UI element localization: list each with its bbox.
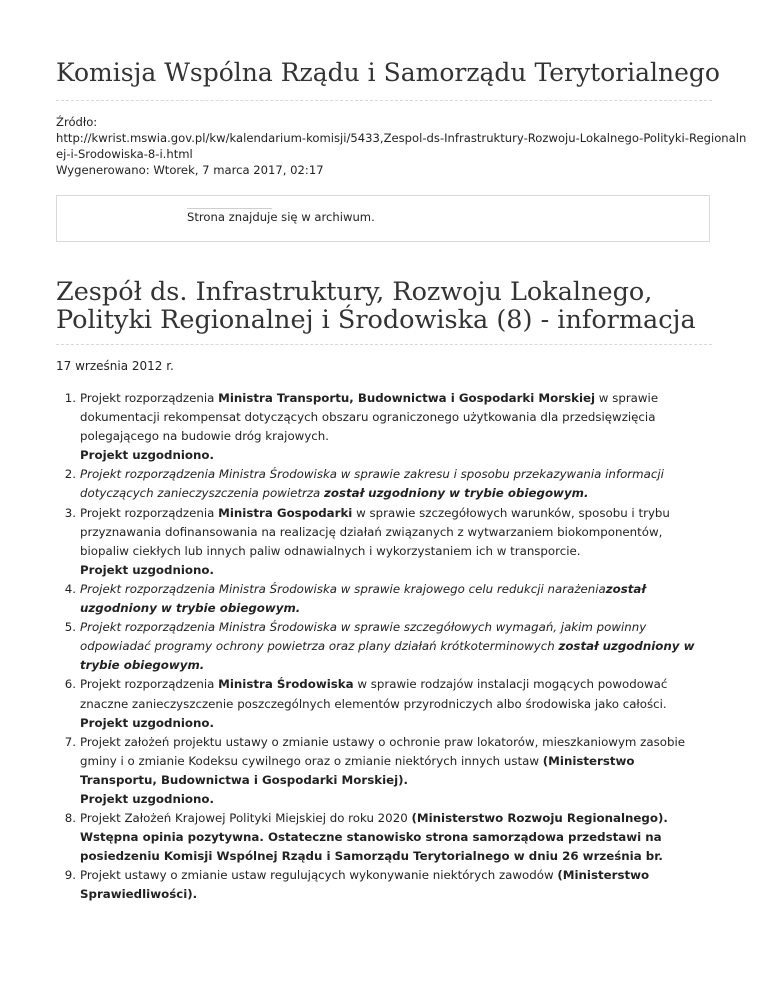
agenda-text: został uzgodniony w trybie obiegowym.	[324, 486, 589, 501]
archive-notice-box	[56, 195, 710, 242]
agenda-text: w sprawie	[595, 391, 659, 405]
generated-date: Wygenerowano: Wtorek, 7 marca 2017, 02:17	[56, 163, 324, 177]
page-title	[56, 278, 736, 334]
agenda-text: (Ministerstwo	[542, 753, 635, 768]
source-url-line-2: ej-i-Srodowiska-8-i.html	[56, 147, 193, 161]
agenda-text: Ministra Transportu, Budownictwa i Gospodarki Morskiej	[218, 391, 596, 405]
agenda-item-line	[80, 580, 740, 599]
agenda-item	[80, 465, 740, 503]
agenda-text: (Ministerstwo Rozwoju Regionalnego).	[411, 811, 668, 826]
title-divider	[56, 344, 712, 345]
meeting-date: 17 września 2012 r.	[56, 359, 174, 373]
agenda-list	[56, 389, 740, 905]
agenda-text: znaczne zanieczyszczenie poszczególnych elementów przyrodniczych albo środowiska jako całości.	[80, 696, 667, 711]
agenda-item	[80, 675, 740, 732]
agenda-item-line	[80, 885, 740, 904]
agenda-text: Projekt rozporządzenia Ministra Środowiska w sprawie szczegółowych wymagań, jakim powinny	[80, 620, 647, 635]
agenda-item	[80, 580, 740, 618]
agenda-item	[80, 389, 740, 465]
agenda-text: Projekt uzgodniono.	[80, 791, 214, 806]
agenda-item-line	[80, 465, 740, 484]
agenda-item-line	[80, 408, 740, 427]
agenda-item-line	[80, 771, 740, 790]
agenda-text: został	[605, 581, 646, 596]
agenda-text: Projekt uzgodniono.	[80, 448, 214, 463]
agenda-item-line	[80, 561, 740, 580]
agenda-item-line	[80, 504, 740, 523]
agenda-text: uzgodniony w trybie obiegowym.	[80, 601, 301, 616]
agenda-item-line	[80, 618, 740, 637]
agenda-item-line	[80, 446, 740, 465]
agenda-item	[80, 504, 740, 580]
agenda-item-line	[80, 675, 740, 694]
source-url-line-1: http://kwrist.mswia.gov.pl/kw/kalendarium-komisji/5433,Zespol-ds-Infrastruktury-Rozwoju-Lokalnego-Polityki-Regionaln	[56, 131, 747, 145]
agenda-item-line	[80, 523, 740, 542]
agenda-item	[80, 618, 740, 675]
agenda-item	[80, 809, 740, 866]
agenda-text: dokumentacji rekompensat dotyczących obszaru ograniczonego użytkowania dla przedsięwzięcia	[80, 410, 656, 425]
agenda-item-line	[80, 389, 740, 408]
agenda-text: Sprawiedliwości).	[80, 887, 198, 902]
agenda-text: przyznawania dofinansowania na realizację działań związanych z wytwarzaniem biokomponentów,	[80, 524, 663, 539]
agenda-text: Projekt rozporządzenia	[80, 677, 219, 692]
source-label: Źródło:	[56, 115, 98, 129]
agenda-item-line	[80, 733, 740, 752]
agenda-item-line	[80, 790, 740, 809]
agenda-text: Projekt rozporządzenia Ministra Środowiska w sprawie zakresu i sposobu przekazywania informacji	[80, 467, 664, 482]
agenda-item-line	[80, 637, 740, 656]
agenda-text: gminy i o zmianie Kodeksu cywilnego oraz o zmianie niektórych innych ustaw	[80, 753, 543, 768]
agenda-text: w sprawie szczegółowych warunków, sposobu i trybu	[352, 505, 670, 520]
agenda-item-line	[80, 809, 740, 828]
agenda-text: Projekt założeń projektu ustawy o zmianie ustawy o ochronie praw lokatorów, mieszkaniowym zasobie	[80, 734, 685, 749]
archive-divider	[187, 208, 272, 209]
agenda-text: Projekt Założeń Krajowej Polityki Miejskiej do roku 2020	[80, 811, 412, 826]
agenda-item-line	[80, 484, 740, 503]
agenda-item-line	[80, 828, 740, 847]
site-title: Komisja Wspólna Rządu i Samorządu Terytorialnego	[56, 58, 720, 87]
agenda-item	[80, 733, 740, 809]
agenda-text: Projekt uzgodniono.	[80, 562, 214, 577]
agenda-item-line	[80, 427, 740, 446]
page-title-line-1: Zespół ds. Infrastruktury, Rozwoju Lokalnego,	[56, 277, 653, 307]
header-divider	[56, 100, 712, 101]
agenda-item-line	[80, 695, 740, 714]
agenda-text: (Ministerstwo	[557, 868, 650, 883]
agenda-text: polegającego na budowie dróg krajowych.	[80, 429, 330, 444]
agenda-text: Ministra Środowiska	[218, 677, 354, 692]
agenda-text: dotyczących zanieczyszczenia powietrza	[80, 486, 325, 501]
agenda-item-line	[80, 714, 740, 733]
agenda-item-line	[80, 847, 740, 866]
agenda-text: posiedzeniu Komisji Wspólnej Rządu i Samorządu Terytorialnego w dniu 26 września br.	[80, 849, 663, 864]
agenda-text: Transportu, Budownictwa i Gospodarki Morskiej).	[80, 772, 409, 787]
agenda-item-line	[80, 866, 740, 885]
agenda-item-line	[80, 542, 740, 561]
agenda-item	[80, 866, 740, 904]
agenda-text: trybie obiegowym.	[80, 658, 205, 673]
agenda-text: odpowiadać programy ochrony powietrza oraz plany działań krótkoterminowych	[80, 639, 559, 654]
archive-notice: Strona znajduje się w archiwum.	[187, 210, 375, 224]
agenda-text: został uzgodniony w	[558, 639, 695, 654]
agenda-text: Wstępna opinia pozytywna. Ostateczne stanowisko strona samorządowa przedstawi na	[80, 830, 662, 845]
agenda-item-line	[80, 752, 740, 771]
source-info	[56, 114, 747, 178]
agenda-text: Projekt rozporządzenia	[80, 391, 219, 405]
agenda-text: Projekt rozporządzenia	[80, 505, 219, 520]
agenda-item-line	[80, 599, 740, 618]
agenda-item-line	[80, 656, 740, 675]
agenda-text: biopaliw ciekłych lub innych paliw odnawialnych i wykorzystaniem ich w transporcie.	[80, 543, 581, 558]
agenda-text: Ministra Gospodarki	[218, 505, 353, 520]
agenda-text: Projekt uzgodniono.	[80, 715, 214, 730]
agenda-text: w sprawie rodzajów instalacji mogących powodować	[353, 677, 668, 692]
agenda-text: Projekt ustawy o zmianie ustaw regulujących wykonywanie niektórych zawodów	[80, 868, 558, 883]
page-title-line-2: Polityki Regionalnej i Środowiska (8) - informacja	[56, 305, 696, 335]
agenda-text: Projekt rozporządzenia Ministra Środowiska w sprawie krajowego celu redukcji narażenia	[80, 581, 606, 596]
